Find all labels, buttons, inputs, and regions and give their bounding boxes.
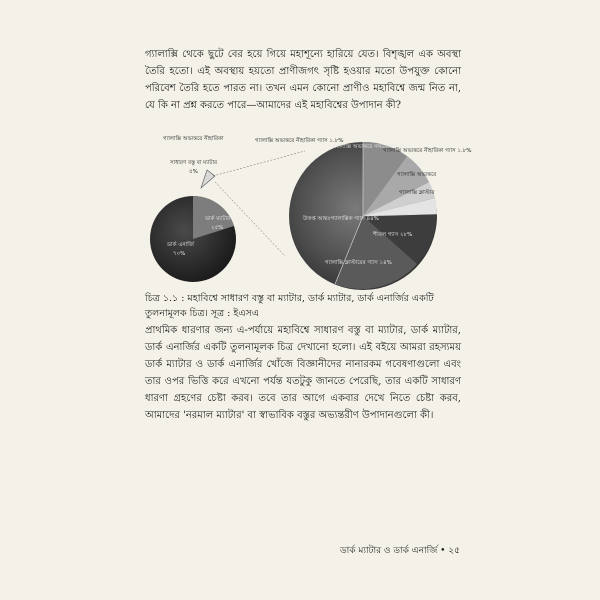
body-paragraph-top: গ্যালাক্সি থেকে ছুটে বের হয়ে গিয়ে মহাশূন্যে হারিয়ে যেত। বিশৃঙ্খল এক অবস্থা তৈরি হতো। এই অবস্থায় হয়তো প্রাণীজগৎ সৃষ্টি হওয়ার মতো উপযুক্ত কোনো পরিবেশ তৈরি হতে পারত না। তখন এমন কোনো প্রাণীও মহাবিশ্বে জন্ম নিত না, যে কি না প্রশ্ন করতে পারে—আমাদের এই মহাবিশ্বের উপাদান কী? (145, 49, 461, 111)
label-dark-energy: ডার্ক এনার্জি (167, 242, 194, 248)
label-right-top-mid: গ্যালাক্সি অভ্যন্তরে নক্ষত্ররাজি ৭% (333, 144, 408, 150)
right-pie (255, 136, 472, 290)
label-dark-matter-pct: ২৫% (211, 225, 224, 231)
label-right-bottom: গ্যালাক্সি ক্লাস্টারের গ্যাস ১৪% (325, 260, 392, 266)
label-right-center-left: উত্তপ্ত আন্তঃগ্যালাক্সিক গ্যাস ৪৪% (303, 216, 379, 222)
label-right-mid-2: গ্যালাক্সি অভ্যন্তরে (397, 172, 437, 178)
body-paragraph-bottom: প্রাথমিক ধারণার জন্য এ-পর্যায়ে মহাবিশ্বে সাধারণ বস্তু বা ম্যাটার, ডার্ক ম্যাটার, ডার্ক এনার্জির একটি তুলনামূলক চিত্র দেখানো হলো। এই বইয়ে আমরা রহস্যময় ডার্ক ম্যাটার ও ডার্ক এনার্জির খোঁজে বিজ্ঞানীদের নানারকম গবেষণাগুলো এবং তার ওপর ভিত্তি করে এখনো পর্যন্ত যতটুকু জানতে পেরেছি, তার একটি সাধারণ ধারণা গ্রহণের চেষ্টা করব। তবে তার আগে একবার দেখে নিতে চেষ্টা করব, আমাদের 'নরমাল ম্যাটার' বা স্বাভাবিক বস্তুর অভ্যন্তরীণ উপাদানগুলো কী। (145, 325, 461, 421)
label-small-slice: গ্যালাক্সি অভ্যন্তরে নীহারিকা (163, 136, 224, 142)
label-right-center-right: শীতল গ্যাস ২৮% (373, 232, 413, 238)
label-normal-matter: সাধারণ বস্তু বা ম্যাটার (170, 160, 218, 166)
left-pie-normal-matter-slice (201, 170, 215, 188)
left-pie (150, 134, 305, 282)
pie-chart-figure (145, 136, 472, 286)
label-right-top-left: গ্যালাক্সি অভ্যন্তরে নীহারিকা গ্যাস ১.৮% (255, 138, 344, 144)
label-normal-matter-pct: ৫% (189, 169, 198, 175)
figure-caption: চিত্র ১.১ : মহাবিশ্বে সাধারণ বস্তু বা ম্যাটার, ডার্ক ম্যাটার, ডার্ক এনার্জির একটি তুলনামূলক চিত্র। সূত্র : ইএসএ (145, 293, 434, 319)
label-dark-matter: ডার্ক ম্যাটার (205, 216, 231, 222)
page-footer: ডার্ক ম্যাটার ও ডার্ক এনার্জি • ২৫ (340, 546, 460, 556)
pie-chart-graphic (145, 136, 472, 286)
label-right-mid-3: গ্যালাক্সি ক্লাস্টার (399, 190, 435, 196)
label-dark-energy-pct: ৭০% (173, 251, 186, 257)
connector-line-top (213, 151, 305, 176)
label-right-mid-1: গ্যালাক্সি অভ্যন্তরে নীহারিকা গ্যাস ১.৮% (383, 148, 472, 154)
